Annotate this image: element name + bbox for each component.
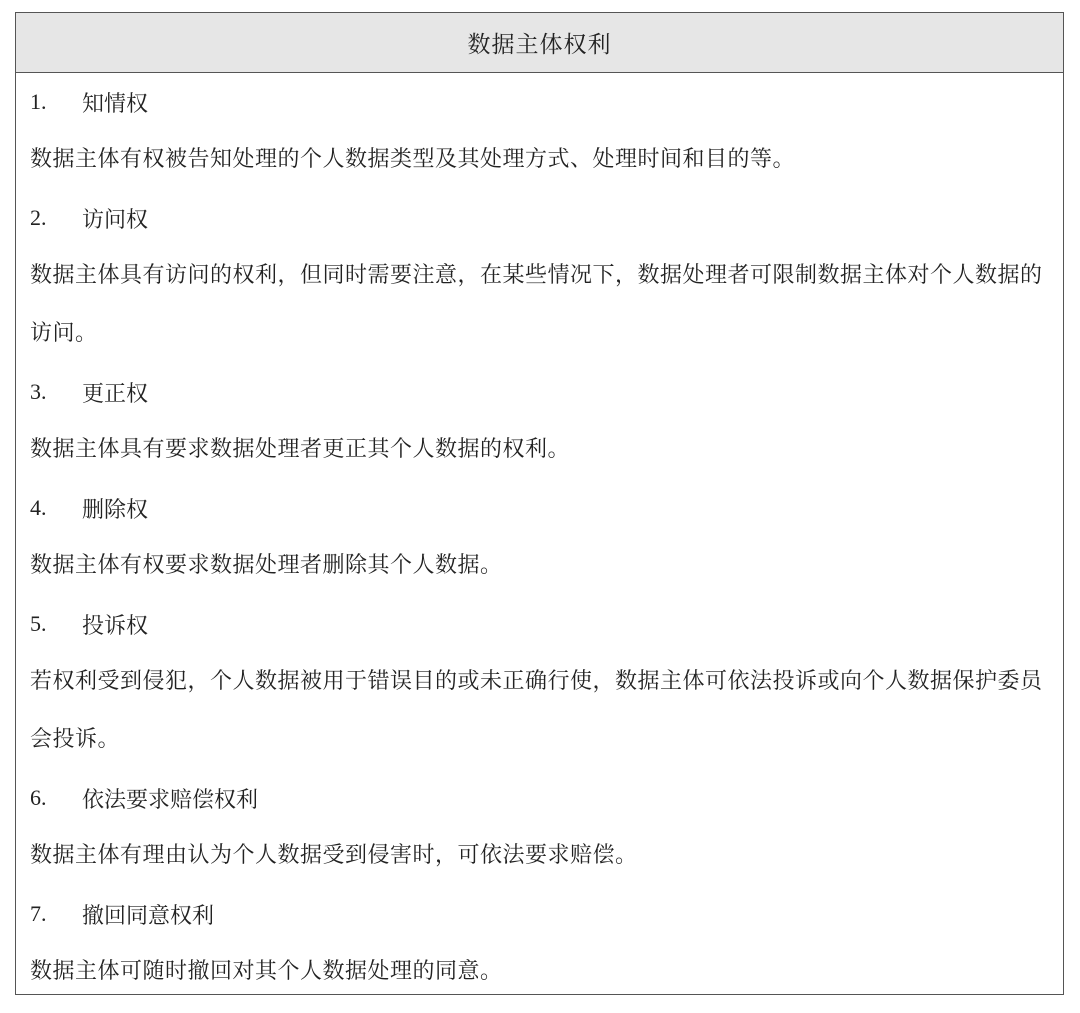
item-description: 数据主体有权要求数据处理者删除其个人数据。 <box>30 553 503 578</box>
item-title: 删除权 <box>82 497 149 523</box>
item-description: 数据主体有理由认为个人数据受到侵害时，可依法要求赔偿。 <box>30 843 638 868</box>
item-title-row <box>30 595 1049 653</box>
item-title: 投诉权 <box>82 613 149 639</box>
item-title-row <box>30 769 1049 827</box>
item-title: 撤回同意权利 <box>82 903 215 929</box>
item-title: 知情权 <box>82 91 149 117</box>
item-number: 2. <box>30 205 47 230</box>
table-body <box>16 73 1063 1001</box>
item-title-row <box>30 189 1049 247</box>
item-description: 数据主体有权被告知处理的个人数据类型及其处理方式、处理时间和目的等。 <box>30 147 796 172</box>
item-number: 1. <box>30 89 47 114</box>
item-number: 5. <box>30 611 47 636</box>
item-title: 更正权 <box>82 381 149 407</box>
item-title: 依法要求赔偿权利 <box>82 787 259 813</box>
item-description: 数据主体具有要求数据处理者更正其个人数据的权利。 <box>30 437 571 462</box>
item-title-row <box>30 885 1049 943</box>
item-title-row <box>30 363 1049 421</box>
item-title: 访问权 <box>82 207 149 233</box>
item-title-row <box>30 479 1049 537</box>
item-description: 若权利受到侵犯，个人数据被用于错误目的或未正确行使，数据主体可依法投诉或向个人数据保护委员会投诉。 <box>30 669 1043 752</box>
item-number: 6. <box>30 785 47 810</box>
item-description: 数据主体具有访问的权利，但同时需要注意，在某些情况下，数据处理者可限制数据主体对个人数据的访问。 <box>30 263 1043 346</box>
rights-table <box>15 12 1064 995</box>
item-description: 数据主体可随时撤回对其个人数据处理的同意。 <box>30 959 503 984</box>
item-title-row <box>30 73 1049 131</box>
item-number: 7. <box>30 901 47 926</box>
item-number: 3. <box>30 379 47 404</box>
item-number: 4. <box>30 495 47 520</box>
table-header: 数据主体权利 <box>16 13 1063 73</box>
